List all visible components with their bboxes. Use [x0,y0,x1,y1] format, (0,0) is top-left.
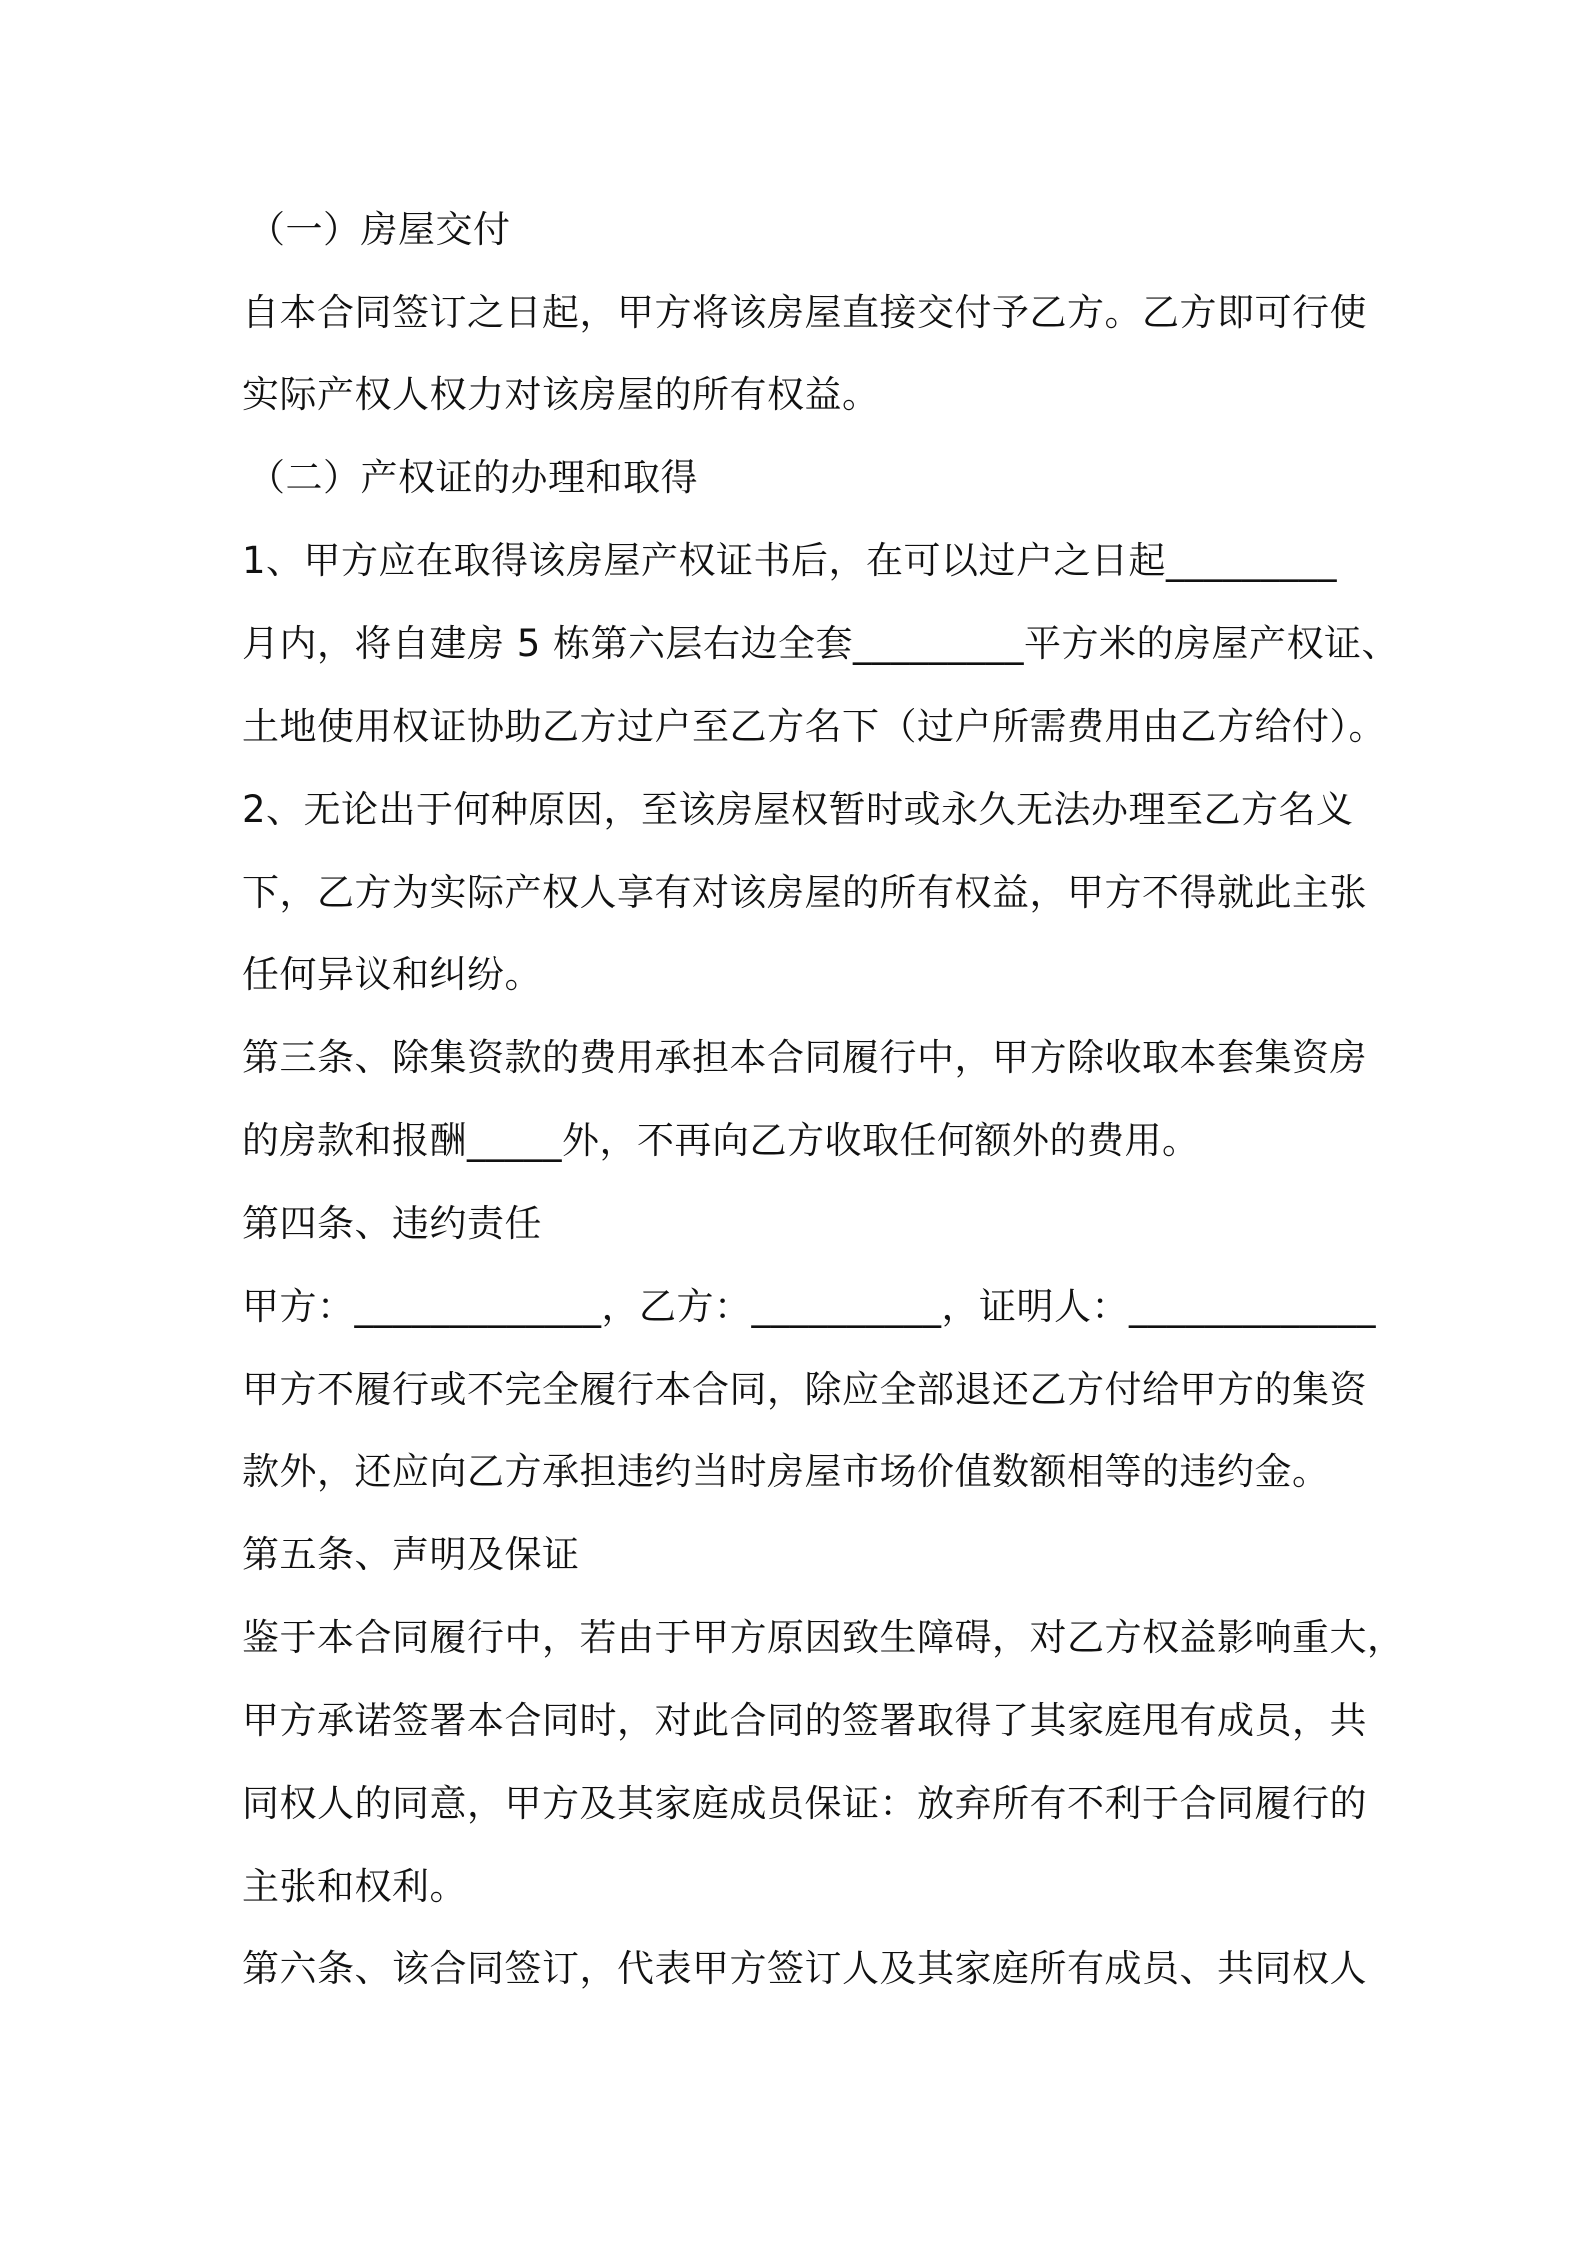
paragraph-line: 实际产权人权力对该房屋的所有权益。 [242,373,880,416]
paragraph-line: 甲方不履行或不完全履行本合同，除应全部退还乙方付给甲方的集资 [242,1368,1367,1411]
paragraph-line: 土地使用权证协助乙方过户至乙方名下（过户所需费用由乙方给付）。 [242,705,1386,748]
paragraph-line: 第六条、该合同签订，代表甲方签订人及其家庭所有成员、共同权人 [242,1947,1367,1990]
paragraph-line: 1、甲方应在取得该房屋产权证书后，在可以过户之日起_________ [242,539,1338,582]
paragraph-line: 同权人的同意，甲方及其家庭成员保证：放弃所有不利于合同履行的 [242,1782,1367,1825]
signature-blanks-line: 甲方：_____________，乙方：__________，证明人：_____________ [242,1285,1376,1328]
paragraph-line: 下，乙方为实际产权人享有对该房屋的所有权益，甲方不得就此主张 [242,871,1367,914]
paragraph-line: 主张和权利。 [242,1865,467,1908]
paragraph-line: 的房款和报酬_____外，不再向乙方收取任何额外的费用。 [242,1119,1200,1162]
section-heading-certificate: （二）产权证的办理和取得 [248,456,698,499]
article-heading-warranty: 第五条、声明及保证 [242,1533,580,1576]
article-heading-breach: 第四条、违约责任 [242,1202,542,1245]
paragraph-line: 2、无论出于何种原因，至该房屋权暂时或永久无法办理至乙方名义 [242,788,1354,831]
section-heading-delivery: （一）房屋交付 [248,208,511,251]
paragraph-line: 甲方承诺签署本合同时，对此合同的签署取得了其家庭甩有成员，共 [242,1699,1367,1742]
paragraph-line: 自本合同签订之日起，甲方将该房屋直接交付予乙方。乙方即可行使 [242,291,1367,334]
paragraph-line: 任何异议和纠纷。 [242,953,542,996]
paragraph-line: 鉴于本合同履行中，若由于甲方原因致生障碍，对乙方权益影响重大， [242,1616,1405,1659]
paragraph-line: 第三条、除集资款的费用承担本合同履行中，甲方除收取本套集资房 [242,1036,1367,1079]
paragraph-line: 款外，还应向乙方承担违约当时房屋市场价值数额相等的违约金。 [242,1450,1330,1493]
paragraph-line: 月内，将自建房 5 栋第六层右边全套_________平方米的房屋产权证、 [242,622,1400,665]
